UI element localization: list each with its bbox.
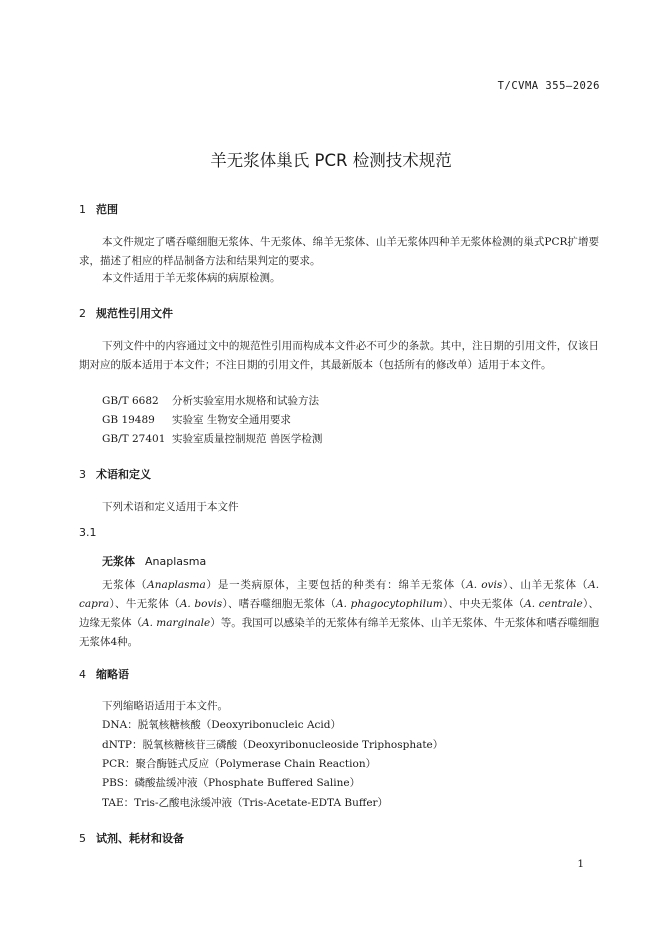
abbrev-intro: 下列缩略语适用于本文件。 [102,700,228,712]
terms-intro: 下列术语和定义适用于本文件 [102,501,239,513]
scope-paragraph-1: 本文件规定了嗜吞噬细胞无浆体、牛无浆体、绵羊无浆体、山羊无浆体四种羊无浆体检测的巢式PCR扩增要求，描述了相应的样品制备方法和结果判定的要求。 [79,236,599,267]
reference-item: GB/T 6682 分析实验室用水规格和试验方法 [102,395,319,407]
term-entry: 无浆体 Anaplasma [102,555,207,568]
section-heading-abbreviations: 4 缩略语 [79,668,129,681]
term-number: 3.1 [79,526,97,539]
document-code: T/CVMA 355—2026 [497,80,600,92]
abbrev-item: TAE：Tris-乙酸电泳缓冲液（Tris-Acetate-EDTA Buffer） [102,797,389,809]
document-title: 羊无浆体巢氏 PCR 检测技术规范 [210,151,452,170]
abbrev-item: PBS：磷酸盐缓冲液（Phosphate Buffered Saline） [102,777,361,789]
scope-paragraph-2: 本文件适用于羊无浆体病的病原检测。 [102,272,281,284]
abbrev-item: PCR：聚合酶链式反应（Polymerase Chain Reaction） [102,758,377,770]
abbrev-item: dNTP：脱氧核糖核苷三磷酸（Deoxyribonucleoside Triphosphate） [102,739,444,751]
section-heading-terms: 3 术语和定义 [79,468,151,481]
term-definition: 无浆体（Anaplasma）是一类病原体，主要包括的种类有：绵羊无浆体（A. ovis）、山羊无浆体（A. capra）、牛无浆体（A. bovis）、嗜吞噬细胞无浆体（A. phagocytophilum）、中央无浆体（A. centrale）、边缘无浆体（A. marginale）等。我国可以感染羊的无浆体有绵羊无浆体、山羊无浆体、牛无浆体和嗜吞噬细胞无浆体4种。 [79,579,600,648]
section-heading-reagents: 5 试剂、耗材和设备 [79,832,184,845]
section-heading-normative: 2 规范性引用文件 [79,307,173,320]
section-heading-scope: 1 范围 [79,203,118,216]
abbrev-item: DNA：脱氧核糖核酸（Deoxyribonucleic Acid） [102,719,342,731]
reference-item: GB/T 27401 实验室质量控制规范 兽医学检测 [102,433,323,445]
reference-item: GB 19489 实验室 生物安全通用要求 [102,414,291,426]
page-number: 1 [577,858,584,870]
normative-intro: 下列文件中的内容通过文中的规范性引用而构成本文件必不可少的条款。其中，注日期的引用文件，仅该日期对应的版本适用于本文件；不注日期的引用文件，其最新版本（包括所有的修改单）适用于本文件。 [79,340,599,371]
